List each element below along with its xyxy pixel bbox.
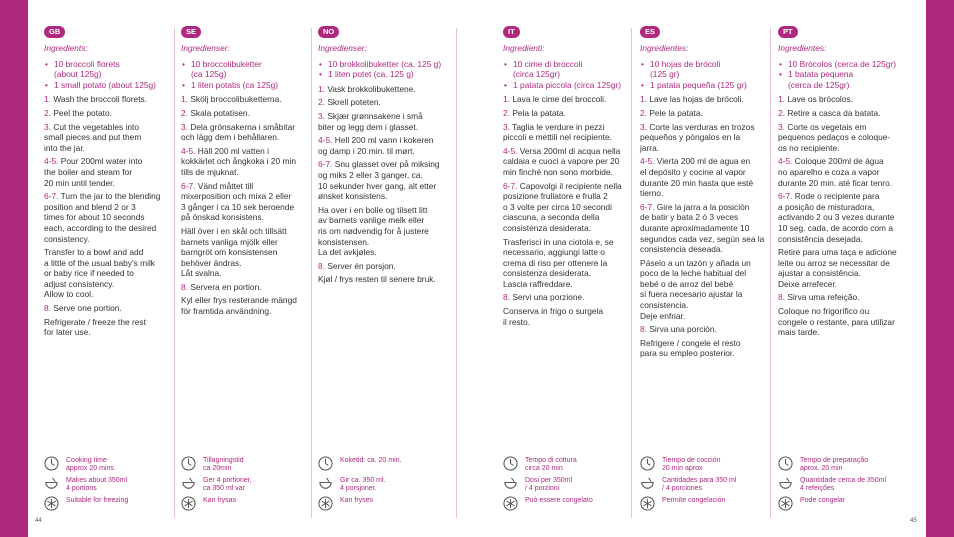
- info-row: [503, 456, 629, 473]
- step-number: 6-7.: [44, 191, 59, 202]
- page-number-right: 45: [910, 518, 917, 524]
- bowl-icon: [503, 476, 518, 491]
- step: [778, 94, 906, 105]
- info-text: Kan frysas: [203, 497, 237, 504]
- step: [503, 181, 629, 234]
- info-text: Cooking time approx 20 mins: [66, 457, 114, 473]
- step-number: 8.: [318, 260, 325, 271]
- step-text: Pour 200ml water into the boiler and steam for 20 min until tender.: [44, 156, 143, 188]
- page-fold-divider: [456, 28, 457, 518]
- step: [640, 122, 768, 154]
- step-number: 4-5.: [181, 145, 196, 156]
- recipe-column-pt: [778, 26, 906, 341]
- step-number: 4-5.: [318, 135, 333, 146]
- column-divider: [631, 28, 632, 518]
- step: [44, 191, 174, 244]
- info-text: Tiempo de cocción 20 min aprox: [662, 457, 721, 473]
- step: [318, 84, 448, 95]
- recipe-info-footer: [778, 456, 906, 516]
- step-text: Snu glasset over på miksing og miks 2 eller 3 ganger, ca. 10 sekunder hver gang, alt etter ønsket konsistens.: [318, 159, 440, 202]
- column-divider: [770, 28, 771, 518]
- step-text: Lave os brócolos.: [785, 94, 853, 105]
- instruction-paragraph: Transfer to a bowl and add a little of the usual baby's milk or baby rice if needed to adjust consistency. Allow to cool.: [44, 247, 155, 300]
- ingredients-title: Ingredienser:: [181, 43, 230, 53]
- ingredient-item: • 10 broccolibuketter (ca 125g): [181, 59, 309, 80]
- recipe-column-it: [503, 26, 629, 330]
- step: [318, 111, 448, 132]
- info-text: Quantidade cerca de 350ml 4 refeições: [800, 477, 886, 493]
- info-text: Può essere congelato: [525, 497, 593, 504]
- instruction-paragraph: Ha over i en bolle og tilsett litt av barnets vanlige melk eller ris om nødvendig for å justere konsistensen. La det avkjøles.: [318, 204, 429, 258]
- step-text: Vask brokkolibukettene.: [325, 83, 416, 94]
- info-row: [318, 456, 448, 473]
- step: [778, 156, 906, 188]
- step: [318, 135, 448, 156]
- clock-icon: [778, 456, 793, 471]
- ingredients-title: Ingredienser:: [318, 43, 367, 53]
- ingredients-list: [640, 59, 768, 91]
- step-number: 6-7.: [181, 180, 196, 191]
- step-text: Versa 200ml di acqua nella caldaia e cuoci a vapore per 20 min finché non sono morbide.: [503, 145, 621, 177]
- ingredients-title: Ingredientes:: [778, 43, 827, 53]
- step-number: 3.: [640, 121, 647, 132]
- step-text: Dela grönsakerna i småbitar och lägg dem i behållaren.: [181, 121, 296, 143]
- language-badge: NO: [318, 26, 339, 38]
- ingredient-item: • 1 small potato (about 125g): [44, 80, 174, 91]
- step-text: Vänd måttet till mixerposition och mixa 2 eller 3 gånger i ca 10 sek beroende på önskad konsistens.: [181, 180, 295, 223]
- recipe-info-footer: [318, 456, 448, 516]
- bowl-icon: [318, 476, 333, 491]
- step-number: 6-7.: [318, 159, 333, 170]
- info-text: Suitable for freezing: [66, 497, 129, 504]
- info-text: Kan fryses: [340, 497, 374, 504]
- step-text: Lava le cime dei broccoli.: [510, 94, 607, 105]
- step: [640, 156, 768, 198]
- step-number: 2.: [318, 97, 325, 108]
- step: [181, 94, 309, 105]
- right-page-edge: [926, 0, 954, 537]
- step: [503, 94, 629, 105]
- ingredients-title: Ingredientes:: [640, 43, 689, 53]
- recipe-info-footer: [44, 456, 174, 516]
- info-row: [640, 496, 768, 513]
- info-text: Tempo di cottura circa 20 min: [525, 457, 577, 473]
- step: [778, 108, 906, 119]
- step-text: Capovolgi il recipiente nella posizione frullatore e frulla 2 o 3 volte per circa 10 secondi ciascuna, a seconda della consistenza desiderata.: [503, 180, 622, 233]
- step-text: Sirva uma refeição.: [785, 292, 860, 303]
- info-row: [778, 476, 906, 493]
- info-text: Gir ca. 350 ml. 4 porsjoner.: [340, 477, 386, 493]
- step-number: 2.: [778, 107, 785, 118]
- step: [44, 303, 174, 314]
- snowflake-icon: [503, 496, 518, 511]
- step-text: Pele la patata.: [647, 107, 703, 118]
- info-row: [778, 456, 906, 473]
- storage-note: Refrigerate / freeze the rest for later use.: [44, 316, 146, 338]
- step-number: 3.: [318, 110, 325, 121]
- step-number: 8.: [503, 292, 510, 303]
- step: [318, 159, 448, 201]
- step: [318, 97, 448, 108]
- step: [778, 191, 906, 244]
- step-text: Coloque 200ml de água no aparelho e coza a vapor durante 20 min. até ficar tenro.: [778, 156, 893, 188]
- ingredient-item: • 1 liten potatis (ca 125g): [181, 80, 309, 91]
- step-text: Server én porsjon.: [325, 260, 396, 271]
- step-number: 2.: [640, 107, 647, 118]
- step-text: Hell 200 ml vann i kokeren og damp i 20 min. til mørt.: [318, 135, 434, 156]
- step: [503, 108, 629, 119]
- step: [44, 108, 174, 119]
- ingredients-list: [44, 59, 174, 91]
- step-text: Skjær grønnsakene i små biter og legg dem i glasset.: [318, 110, 423, 132]
- clock-icon: [318, 456, 333, 471]
- ingredient-item: • 10 broccoli florets (about 125g): [44, 59, 174, 80]
- step-number: 2.: [44, 107, 51, 118]
- bowl-icon: [181, 476, 196, 491]
- language-badge: PT: [778, 26, 798, 38]
- ingredients-list: [181, 59, 309, 91]
- step-text: Skrell poteten.: [325, 97, 381, 108]
- bowl-icon: [640, 476, 655, 491]
- info-text: Cantidades para 350 ml / 4 porciones: [662, 477, 737, 493]
- ingredient-item: • 1 batata pequena (cerca de 125gr): [778, 69, 906, 90]
- recipe-column-no: [318, 26, 448, 288]
- step-number: 2.: [503, 107, 510, 118]
- step-text: Skölj broccolibuketterna.: [188, 94, 282, 105]
- storage-note: Coloque no frigorífico ou congele o restante, para utilizar mais tarde.: [778, 306, 895, 338]
- step: [640, 202, 768, 255]
- info-row: [181, 496, 309, 513]
- ingredients-title: Ingredienti:: [503, 43, 545, 53]
- step: [503, 122, 629, 143]
- step: [181, 181, 309, 223]
- info-row: [318, 496, 448, 513]
- snowflake-icon: [318, 496, 333, 511]
- instruction-paragraph: Trasferisci in una ciotola e, se necessario, aggiungi latte o crema di riso per ottenere la consistenza desiderata. Lascia raffreddare.: [503, 236, 614, 289]
- step-number: 3.: [778, 121, 785, 132]
- snowflake-icon: [44, 496, 59, 511]
- step-text: Servi una porzione.: [510, 292, 585, 303]
- step-number: 1.: [44, 94, 51, 105]
- ingredients-list: [778, 59, 906, 91]
- bowl-icon: [778, 476, 793, 491]
- info-row: [44, 496, 174, 513]
- page-number-left: 44: [35, 518, 42, 524]
- info-row: [318, 476, 448, 493]
- ingredients-list: [318, 59, 448, 80]
- language-badge: IT: [503, 26, 520, 38]
- info-text: Tillagningstid ca 20min: [203, 457, 244, 473]
- instruction-paragraph: Häll över i en skål och tillsätt barnets vanliga mjölk eller barngröt om konsistensen behöver ändras. Låt svalna.: [181, 225, 287, 279]
- step-text: Servera en portion.: [188, 281, 262, 292]
- step-number: 8.: [640, 324, 647, 335]
- step-number: 1.: [778, 94, 785, 105]
- storage-note: Refrigere / congele el resto para su empleo posterior.: [640, 337, 741, 359]
- info-row: [640, 476, 768, 493]
- step: [44, 122, 174, 154]
- step-text: Pela la patata.: [510, 107, 566, 118]
- step-text: Corte os vegetais em pequenos pedaços e coloque- os no recipiente.: [778, 121, 891, 153]
- ingredient-item: • 10 hojas de brócoli (125 gr): [640, 59, 768, 80]
- step: [44, 156, 174, 188]
- ingredient-item: • 1 patata piccola (circa 125gr): [503, 80, 629, 91]
- ingredient-item: • 10 brokkolibuketter (ca. 125 g): [318, 59, 448, 70]
- step: [318, 261, 448, 272]
- column-divider: [311, 28, 312, 518]
- recipe-info-footer: [640, 456, 768, 516]
- ingredient-item: • 1 liten potet (ca. 125 g): [318, 69, 448, 80]
- step: [503, 292, 629, 303]
- recipe-info-footer: [503, 456, 629, 516]
- step-text: Sirva una porción.: [647, 324, 717, 335]
- step-number: 4-5.: [640, 156, 655, 167]
- step-text: Taglia le verdure in pezzi piccoli e mettili nel recipiente.: [503, 121, 612, 143]
- step-text: Serve one portion.: [51, 303, 122, 314]
- info-text: Permite congelación: [662, 497, 726, 504]
- step-number: 3.: [44, 121, 51, 132]
- storage-note: Kyl eller frys resterande mängd för framtida användning.: [181, 295, 297, 317]
- step: [181, 122, 309, 143]
- step-text: Corte las verduras en trozos pequeños y póngalos en la jarra.: [640, 121, 755, 153]
- storage-note: Conserva in frigo o surgela il resto.: [503, 306, 604, 327]
- info-text: Pode congelar: [800, 497, 846, 504]
- step-text: Retire a casca da batata.: [785, 107, 881, 118]
- info-row: [44, 476, 174, 493]
- step: [778, 122, 906, 154]
- step-number: 8.: [778, 292, 785, 303]
- info-text: Tempo de preparação aprox. 20 min: [800, 457, 869, 473]
- step-text: Rode o recipiente para a posição de misturadora, activando 2 ou 3 vezes durante 10 seg. cada, de acordo com a consistência desejada.: [778, 191, 895, 244]
- info-text: Makes about 350ml 4 portions: [66, 477, 128, 493]
- info-row: [778, 496, 906, 513]
- ingredient-item: • 10 cime di broccoli (circa 125gr): [503, 59, 629, 80]
- step: [503, 146, 629, 178]
- info-text: Ger 4 portioner, ca 350 ml var: [203, 477, 252, 493]
- step-number: 8.: [44, 303, 51, 314]
- language-badge: SE: [181, 26, 201, 38]
- ingredients-title: Ingredients:: [44, 43, 88, 53]
- clock-icon: [503, 456, 518, 471]
- ingredient-item: • 10 Brócolos (cerca de 125gr): [778, 59, 906, 70]
- step-text: Lave las hojas de brócoli.: [647, 94, 744, 105]
- step-number: 2.: [181, 107, 188, 118]
- info-row: [503, 496, 629, 513]
- step-number: 1.: [318, 83, 325, 94]
- language-badge: GB: [44, 26, 65, 38]
- step-text: Peel the potato.: [51, 107, 112, 118]
- snowflake-icon: [778, 496, 793, 511]
- info-row: [181, 476, 309, 493]
- recipe-column-gb: [44, 26, 174, 341]
- step-text: Häll 200 ml vatten i kokkärlet och ångkoka i 20 min tills de mjuknat.: [181, 145, 296, 177]
- instruction-paragraph: Retire para uma taça e adicione leite ou arroz se necessitar de ajustar a consistência. Deixe arrefecer.: [778, 247, 897, 289]
- clock-icon: [181, 456, 196, 471]
- clock-icon: [44, 456, 59, 471]
- info-row: [640, 456, 768, 473]
- info-row: [44, 456, 174, 473]
- recipe-column-es: [640, 26, 768, 362]
- step-number: 8.: [181, 281, 188, 292]
- step-number: 4-5.: [778, 156, 793, 167]
- step: [181, 108, 309, 119]
- step-text: Skala potatisen.: [188, 107, 250, 118]
- step: [181, 282, 309, 293]
- info-row: [503, 476, 629, 493]
- info-text: Dosi per 350ml / 4 porzioni: [525, 477, 573, 493]
- bowl-icon: [44, 476, 59, 491]
- info-row: [181, 456, 309, 473]
- step: [640, 108, 768, 119]
- recipe-column-se: [181, 26, 309, 320]
- step-number: 4-5.: [44, 156, 59, 167]
- step-number: 6-7.: [503, 180, 518, 191]
- snowflake-icon: [640, 496, 655, 511]
- language-badge: ES: [640, 26, 660, 38]
- step: [640, 94, 768, 105]
- step-text: Wash the broccoli florets.: [51, 94, 148, 105]
- step-number: 6-7.: [778, 191, 793, 202]
- instruction-paragraph: Páselo a un tazón y añada un poco de la leche habitual del bebé o de arroz del bebé si fuera necesario ajustar la consistencia. Deje enfriar.: [640, 257, 751, 321]
- clock-icon: [640, 456, 655, 471]
- snowflake-icon: [181, 496, 196, 511]
- step: [778, 292, 906, 303]
- step-text: Cut the vegetables into small pieces and put them into the jar.: [44, 121, 142, 153]
- ingredients-list: [503, 59, 629, 91]
- storage-note: Kjøl / frys resten til senere bruk.: [318, 274, 436, 285]
- info-text: Koketid: ca. 20 min.: [340, 457, 402, 464]
- step-number: 1.: [640, 94, 647, 105]
- step-number: 3.: [181, 121, 188, 132]
- step-number: 6-7.: [640, 201, 655, 212]
- step-number: 3.: [503, 121, 510, 132]
- step: [181, 146, 309, 178]
- step-number: 4-5.: [503, 145, 518, 156]
- step-text: Gire la jarra a la posición de batir y bata 2 ó 3 veces durante aproximadamente 10 segundos cada vez, según sea la consistencia deseada.: [640, 201, 765, 255]
- step: [640, 324, 768, 335]
- step-text: Vierta 200 ml de agua en el depósito y cocine al vapor durante 20 min hasta que esté tierno.: [640, 156, 754, 199]
- column-divider: [174, 28, 175, 518]
- step-text: Turn the jar to the blending position and blend 2 or 3 times for about 10 seconds each, according to the desired consistency.: [44, 191, 161, 244]
- recipe-info-footer: [181, 456, 309, 516]
- step-number: 1.: [181, 94, 188, 105]
- left-page-edge: [0, 0, 28, 537]
- step: [44, 94, 174, 105]
- step-number: 1.: [503, 94, 510, 105]
- ingredient-item: • 1 patata pequeña (125 gr): [640, 80, 768, 91]
